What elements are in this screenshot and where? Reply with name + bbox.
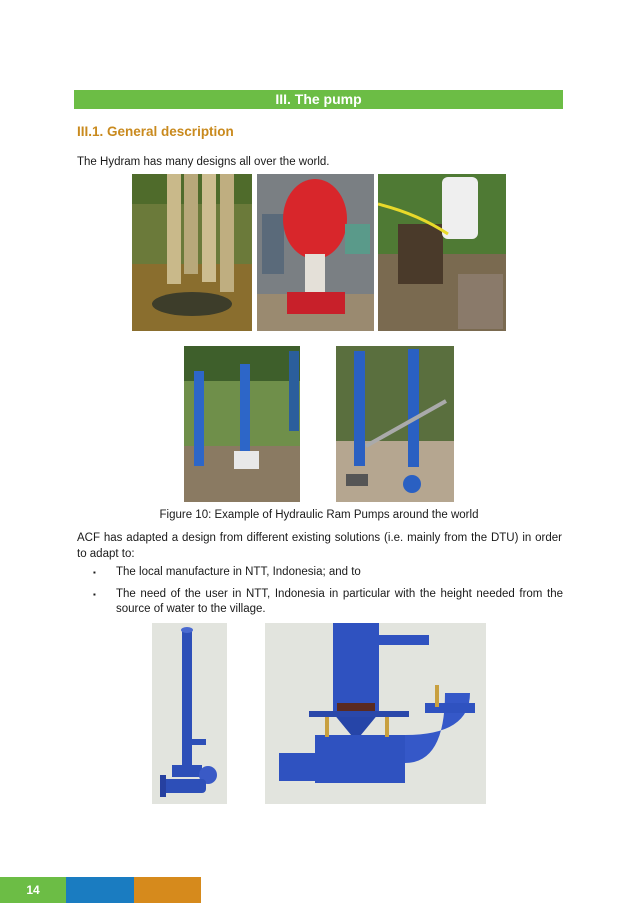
photo-bamboo-pumps xyxy=(132,174,252,331)
footer-blue-block xyxy=(66,877,134,903)
footer-orange-block xyxy=(134,877,201,903)
list-item: ▪ The need of the user in NTT, Indonesia in particular with the height needed from the source of water to the village. xyxy=(93,587,563,617)
photo-white-tank xyxy=(378,174,506,331)
figure-caption: Figure 10: Example of Hydraulic Ram Pumps around the world xyxy=(159,509,479,521)
render-pump-model xyxy=(152,623,227,804)
intro-text: The Hydram has many designs all over the world. xyxy=(77,156,330,168)
page-number: 14 xyxy=(0,877,66,903)
render-pump-cross-section xyxy=(265,623,486,804)
photo-red-pump xyxy=(257,174,374,331)
photo-blue-pumps-field xyxy=(184,346,300,502)
body-paragraph: ACF has adapted a design from different existing solutions (i.e. mainly from the DTU) in order to adapt to: xyxy=(77,532,562,560)
photo-blue-pumps-concrete xyxy=(336,346,454,502)
subsection-title: III.1. General description xyxy=(77,124,234,139)
bullet-list xyxy=(93,565,563,624)
list-item: ▪ The local manufacture in NTT, Indonesia; and to xyxy=(93,565,563,580)
section-title: III. The pump xyxy=(74,90,563,109)
